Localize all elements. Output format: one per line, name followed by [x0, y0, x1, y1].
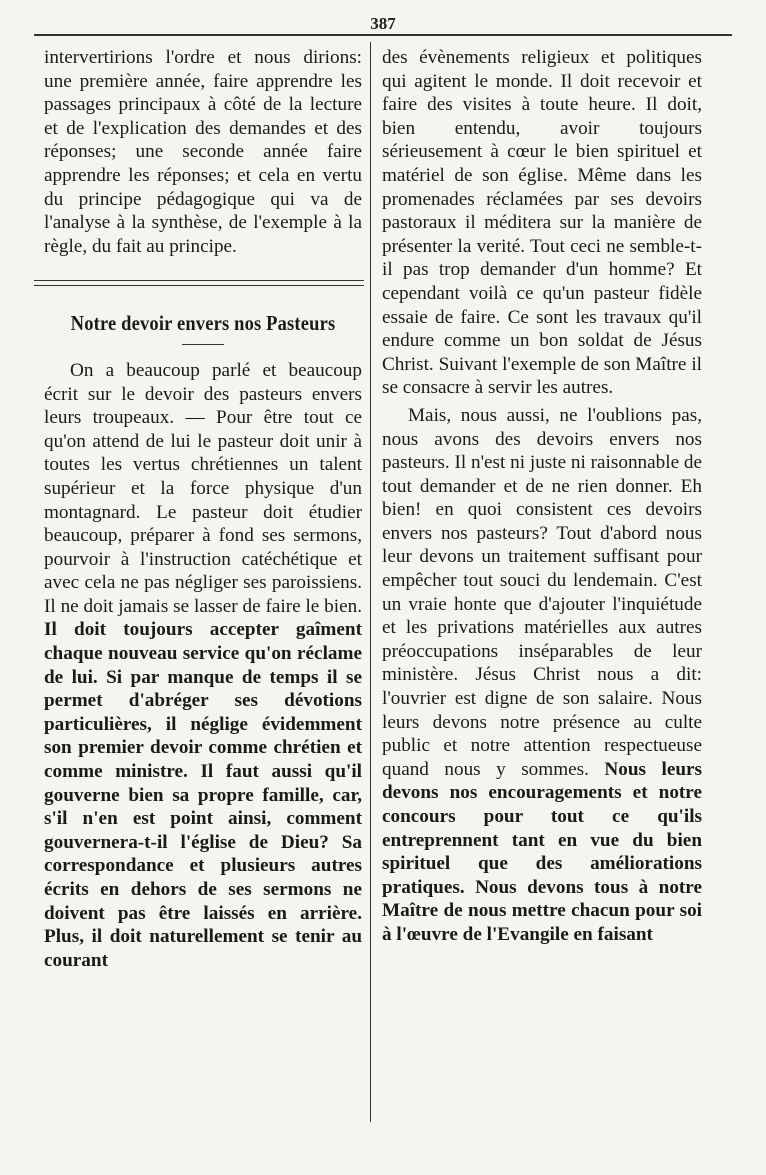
article-paragraph [44, 359, 362, 972]
paragraph-text-heavy: Il doit toujours accepter gaîment chaque nouveau service qu'on réclame de lui. Si par manque de temps il se permet d'abréger ses dévotions particulières, il néglige évidemment son premier devoir comme chrétien et comme ministre. Il faut aussi qu'il gouverne bien sa propre famille, car, s'il n'en est point ainsi, comment gouvernera-t-il l'église de Dieu? Sa correspondance et plusieurs autres écrits en dehors de ses sermons ne doivent pas être laissés en arrière. Plus, il doit naturellement se tenir au courant [44, 619, 362, 971]
paragraph-text: On a beaucoup parlé et beaucoup écrit sur le devoir des pasteurs envers leurs troupeaux. — Pour être tout ce qu'on attend de lui le pasteur doit unir à toutes les vertus chrétiennes un talent supérieur et la force physique d'un montagnard. Le pasteur doit étudier beaucoup, préparer à fond ses sermons, pourvoir à l'instruction catéchétique et avec cela ne pas négliger ses paroissiens. Il ne doit jamais se lasser de faire le bien. [44, 359, 362, 617]
paragraph-text: Mais, nous aussi, ne l'oublions pas, nous avons des devoirs envers nos pasteurs. Il n'est ni juste ni raisonnable de tout demander et de ne rien donner. Eh bien! en quoi consistent ces devoirs envers nos pasteurs? Tout d'abord nous leur devons un traitement suffisant pour empêcher tout souci du lendemain. C'est un vraie honte que d'ajouter l'inquiétude et les privations matérielles aux autres préoccupations inséparables de leur ministère. Jésus Christ nous a dit: l'ouvrier est digne de son salaire. Nous leurs devons notre présence au culte public et notre attention respectueuse quand nous y sommes. [382, 404, 702, 780]
header-rule [34, 34, 732, 36]
article-paragraph-continued: des évènements religieux et politiques qui agitent le monde. Il doit recevoir et faire des visites à toute heure. Il doit, bien entendu, avoir toujours sérieusement à cœur le bien spirituel et matériel de son église. Même dans les promenades réclamées par ses devoirs pastoraux il méditera sur la manière de présenter la verité. Tout ceci ne semble-t-il pas trop demander d'un homme? Et cependant voilà ce qu'un pasteur fidèle essaie de faire. Ce sont les travaux qu'il endure comme un bon soldat de Jésus Christ. Suivant l'exemple de son Maître il se consacre à servir les autres. [382, 47, 702, 399]
article-paragraph [382, 404, 702, 947]
right-column [382, 46, 702, 947]
section-rule [34, 280, 364, 286]
page-number: 387 [370, 14, 396, 33]
section-title: Notre devoir envers nos Pasteurs [70, 311, 336, 336]
title-dash [182, 344, 224, 345]
column-divider [370, 42, 371, 1122]
paragraph-text-heavy: Nous leurs devons nos encouragements et notre concours pour tout ce qu'ils entreprennent tant en vue du bien spirituel que des améliorations pratiques. Nous devons tous à notre Maître de nous mettre chacun pour soi à l'œuvre de l'Evangile en faisant [382, 758, 702, 945]
intro-paragraph: intervertirions l'ordre et nous dirions: une première année, faire apprendre les passages principaux à côté de la lecture et de l'explication des demandes et des réponses; une seconde année faire apprendre les réponses; et cela en vertu du principe pédagogique qui va de l'analyse à la synthèse, de l'exemple à la règle, du fait au principe. [44, 47, 362, 257]
left-column [44, 46, 362, 972]
